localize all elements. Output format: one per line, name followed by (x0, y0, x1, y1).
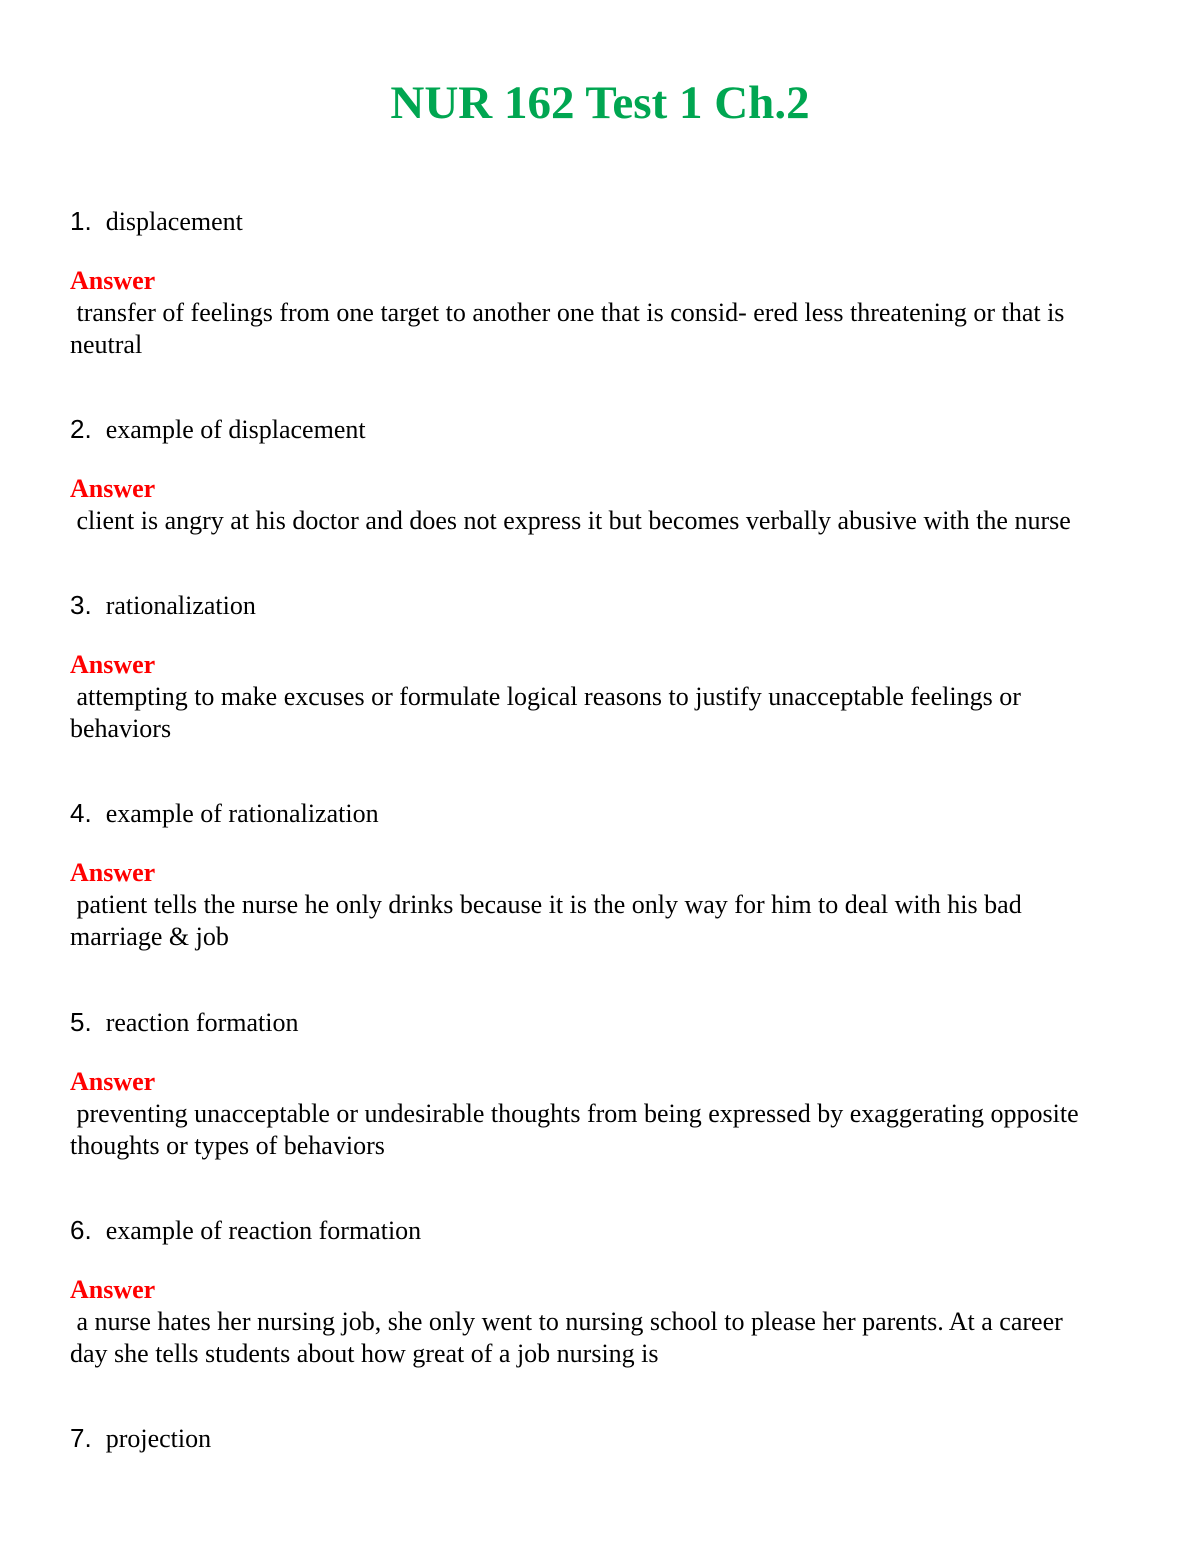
answer-line: day she tells students about how great of a job nursing is (70, 1339, 659, 1368)
question (70, 412, 1130, 446)
question-term: example of displacement (105, 415, 366, 444)
answer-line: preventing unacceptable or undesirable thoughts from being expressed by exaggerating opposite (70, 1099, 1079, 1128)
question (70, 1421, 1130, 1455)
page-title: NUR 162 Test 1 Ch.2 (390, 77, 810, 129)
answer-line: behaviors (70, 714, 172, 743)
qa-item (70, 1213, 1130, 1370)
answer-label: Answer (70, 1067, 156, 1096)
question-number: 3. (70, 590, 92, 620)
question-number: 1. (70, 206, 92, 236)
qa-item (70, 412, 1130, 537)
answer-line: patient tells the nurse he only drinks because it is the only way for him to deal with his bad (70, 890, 1022, 919)
question (70, 1213, 1130, 1247)
question-number: 5. (70, 1007, 92, 1037)
question (70, 1005, 1130, 1039)
question-number: 2. (70, 414, 92, 444)
qa-item (70, 204, 1130, 361)
question-number: 6. (70, 1215, 92, 1245)
answer-line: a nurse hates her nursing job, she only went to nursing school to please her parents. At a career (70, 1307, 1063, 1336)
answer-line: thoughts or types of behaviors (70, 1131, 385, 1160)
question-term: example of reaction formation (105, 1216, 422, 1245)
question-number: 7. (70, 1423, 92, 1453)
answer-line: transfer of feelings from one target to another one that is consid- ered less threatening or that is (70, 298, 1065, 327)
question-term: reaction formation (105, 1008, 299, 1037)
answer-label: Answer (70, 266, 156, 295)
question (70, 796, 1130, 830)
answer-line: marriage & job (70, 922, 229, 951)
qa-item (70, 588, 1130, 745)
answer-line: client is angry at his doctor and does not express it but becomes verbally abusive with the nurse (70, 506, 1071, 535)
question-term: example of rationalization (105, 799, 379, 828)
question (70, 204, 1130, 238)
qa-item (70, 1005, 1130, 1162)
answer-line: neutral (70, 330, 143, 359)
question-number: 4. (70, 798, 92, 828)
question-term: rationalization (105, 591, 256, 620)
qa-item (70, 1421, 1130, 1455)
question (70, 588, 1130, 622)
qa-item (70, 796, 1130, 953)
answer-label: Answer (70, 474, 156, 503)
answer-label: Answer (70, 650, 156, 679)
answer-label: Answer (70, 1275, 156, 1304)
answer-label: Answer (70, 858, 156, 887)
answer-line: attempting to make excuses or formulate logical reasons to justify unacceptable feelings or (70, 682, 1021, 711)
question-term: projection (105, 1424, 212, 1453)
question-term: displacement (105, 207, 243, 236)
